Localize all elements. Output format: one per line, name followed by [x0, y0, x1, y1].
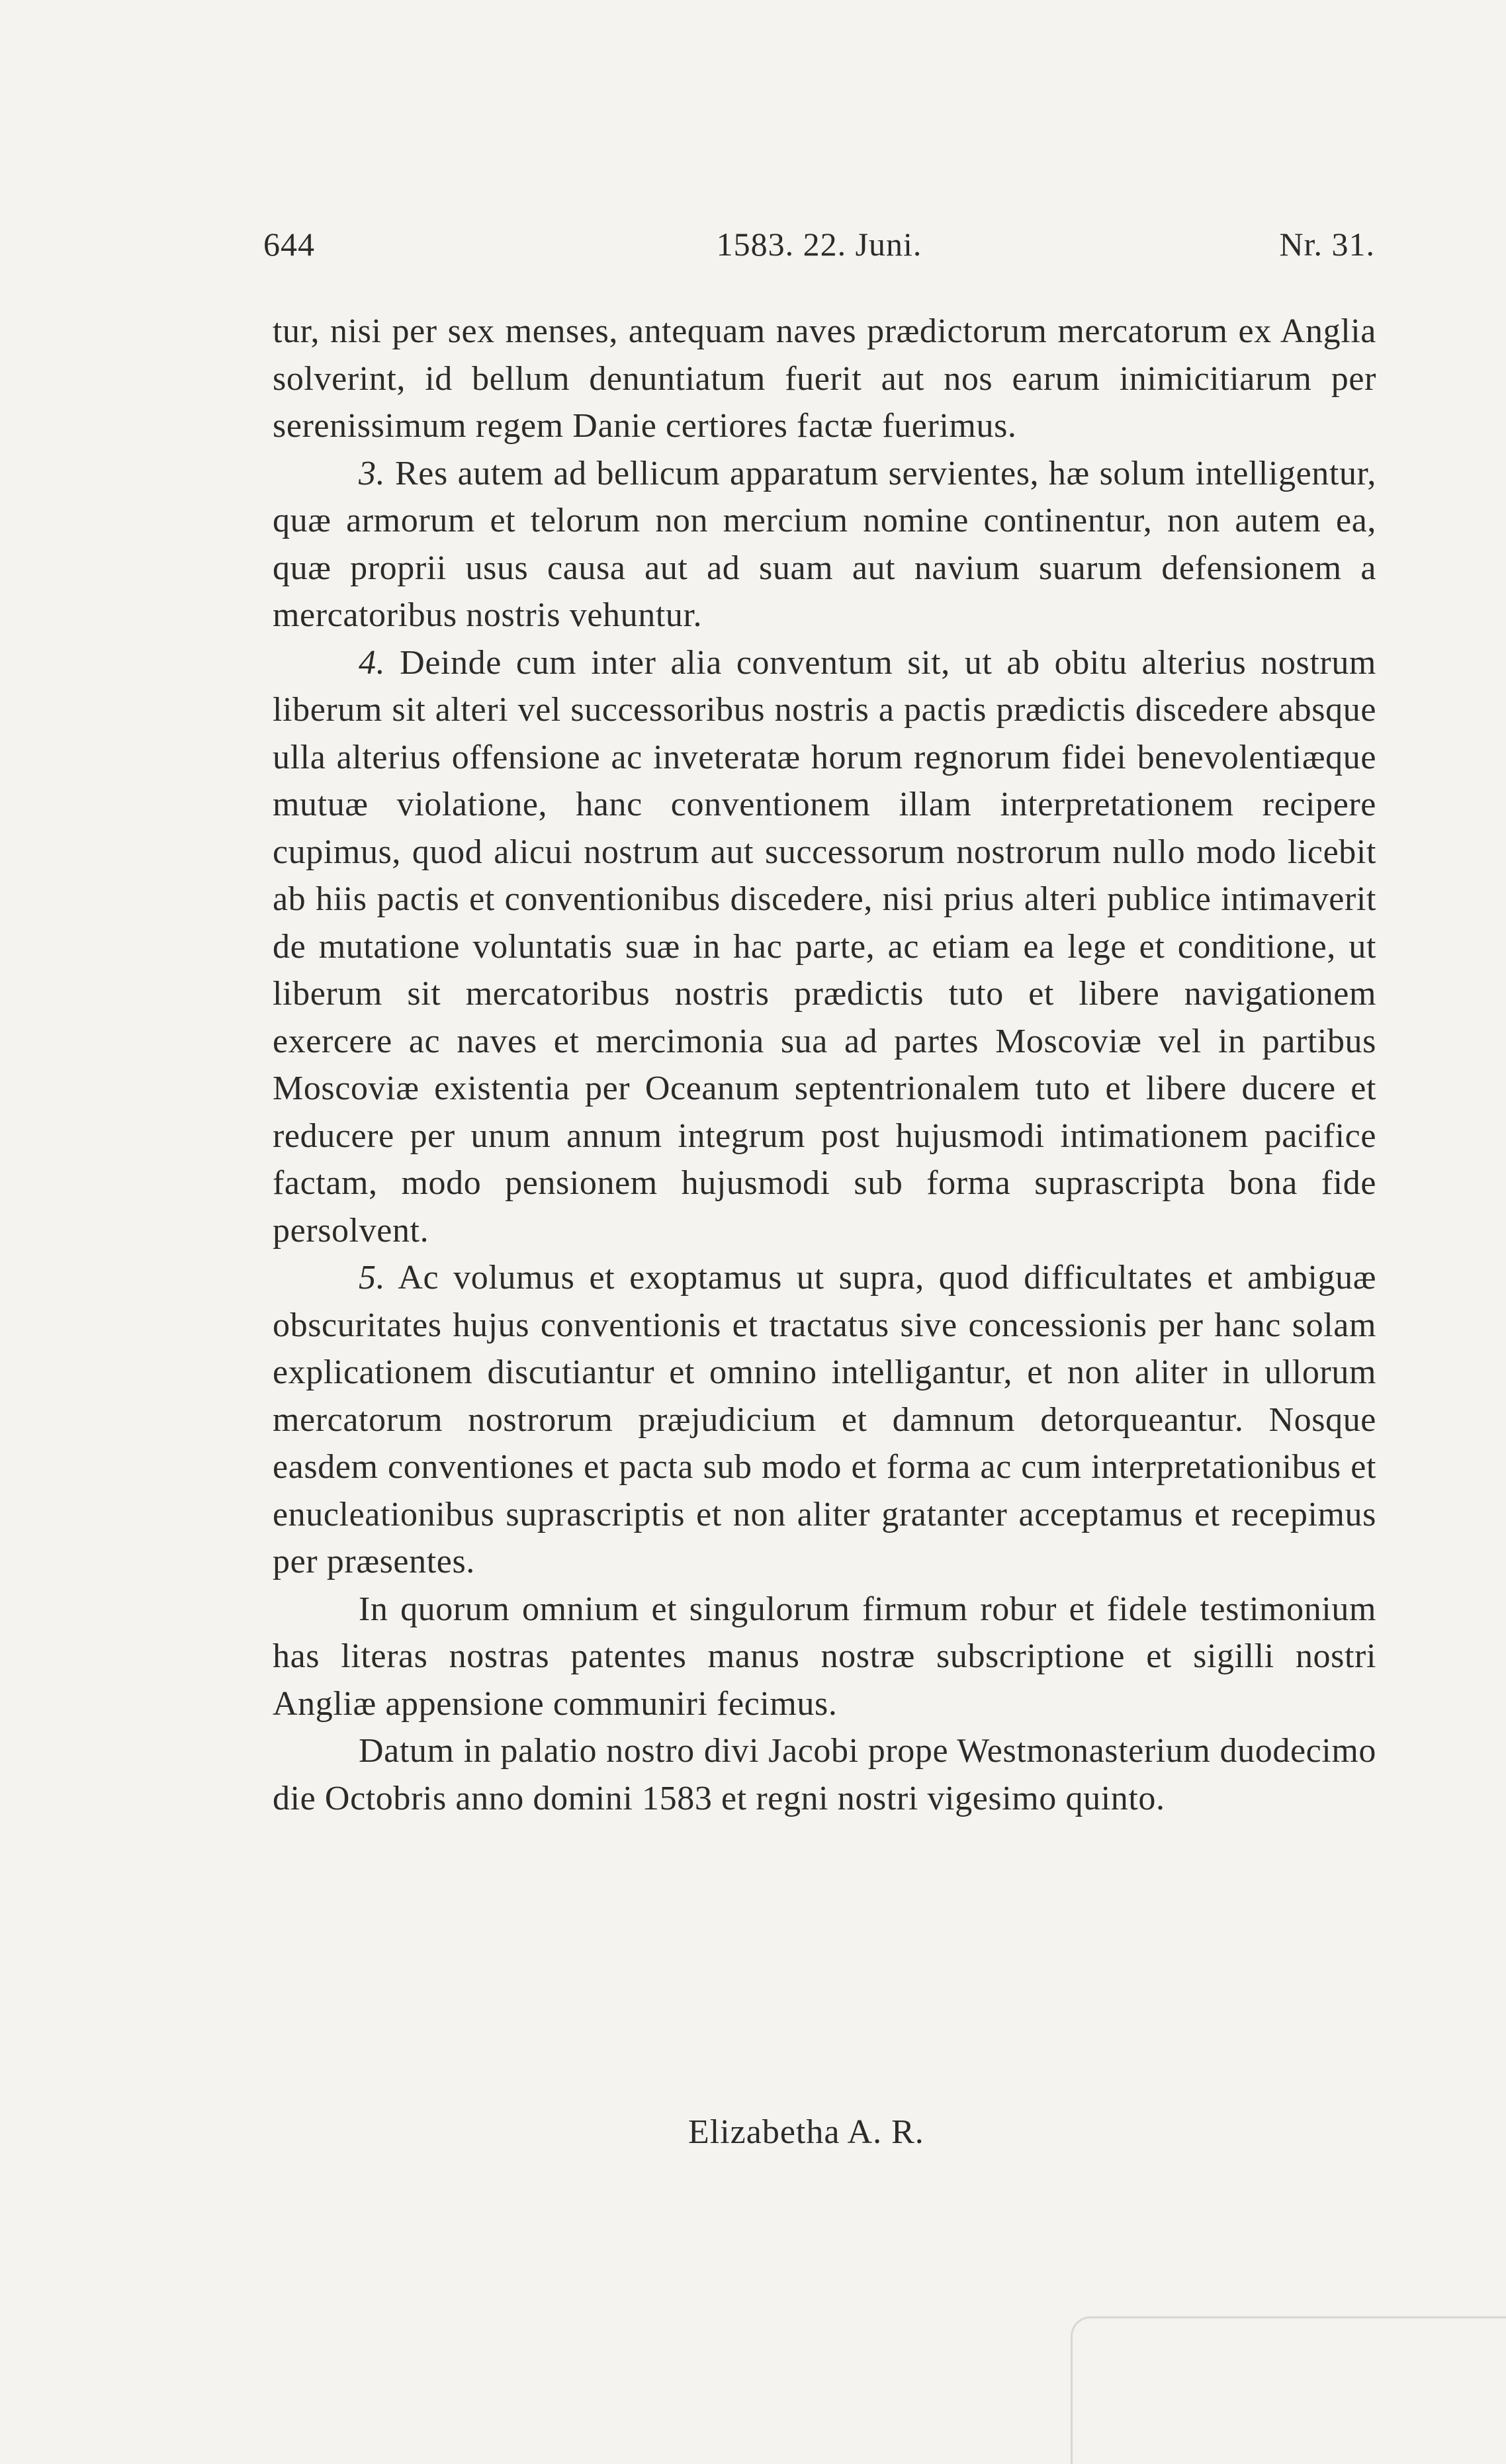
paper-edge-mark: [1071, 2316, 1506, 2464]
paragraph-testimony: [273, 1586, 1376, 1728]
paragraph-text: tur, nisi per sex menses, antequam naves prædictorum mercatorum ex Anglia solverint, id bellum denuntiatum fuerit aut nos earum inimicitiarum per serenissimum regem Danie certiores factæ fuerimus.: [273, 312, 1376, 445]
document-number: Nr. 31.: [1279, 226, 1375, 263]
paragraph-number: 3.: [359, 454, 386, 492]
paragraph-continuation: [273, 308, 1376, 450]
body-text: [273, 308, 1376, 1822]
signature: Elizabetha A. R.: [688, 2113, 924, 2151]
paragraph-4: [273, 639, 1376, 1255]
paragraph-text: Ac volumus et exoptamus ut supra, quod difficultates et ambiguæ obscuritates hujus conventionis et tractatus sive concessionis per hanc solam explicationem discutiantur et omnino intelligantur, et non aliter in ullorum mercatorum nostrorum præjudicium et damnum detorqueantur. Nosque easdem conventiones et pacta sub modo et forma ac cum interpretationibus et enucleationibus suprascriptis et non aliter gratanter acceptamus et recepimus per præsentes.: [273, 1259, 1376, 1580]
paragraph-text: Res autem ad bellicum apparatum servientes, hæ solum intelligentur, quæ armorum et telorum non mercium nomine continentur, non autem ea, quæ proprii usus causa aut ad suam aut navium suarum defensionem a mercatoribus nostris vehuntur.: [273, 454, 1376, 634]
paragraph-text: Datum in palatio nostro divi Jacobi prope Westmonasterium duodecimo die Octobris anno domini 1583 et regni nostri vigesimo quinto.: [273, 1732, 1376, 1817]
paragraph-text: Deinde cum inter alia conventum sit, ut ab obitu alterius nostrum liberum sit alteri vel successoribus nostris a pactis prædictis discedere absque ulla alterius offensione ac inveteratæ horum regnorum fidei benevolentiæque mutuæ violatione, hanc conventionem illam interpretationem recipere cupimus, quod alicui nostrum aut successorum nostrorum nullo modo licebit ab hiis pactis et conventionibus discedere, nisi prius alteri publice intimaverit de mutatione voluntatis suæ in hac parte, ac etiam ea lege et conditione, ut liberum sit mercatoribus nostris prædictis tuto et libere navigationem exercere ac naves et mercimonia sua ad partes Moscoviæ vel in partibus Moscoviæ existentia per Oceanum septentrionalem tuto et libere ducere et reducere per unum annum integrum post hujusmodi intimationem pacifice factam, modo pensionem hujusmodi sub forma suprascripta bona fide persolvent.: [273, 643, 1376, 1250]
paragraph-number: 4.: [359, 643, 386, 682]
paragraph-number: 5.: [359, 1259, 386, 1297]
paragraph-3: [273, 450, 1376, 639]
page-header: [263, 225, 1375, 278]
header-date: 1583. 22. Juni.: [716, 226, 922, 263]
page-number: 644: [263, 226, 315, 263]
paragraph-dating: [273, 1727, 1376, 1822]
paragraph-5: [273, 1254, 1376, 1586]
paragraph-text: In quorum omnium et singulorum firmum robur et fidele testimonium has literas nostras patentes manus nostræ subscriptione et sigilli nostri Angliæ appensione communiri fecimus.: [273, 1590, 1376, 1723]
